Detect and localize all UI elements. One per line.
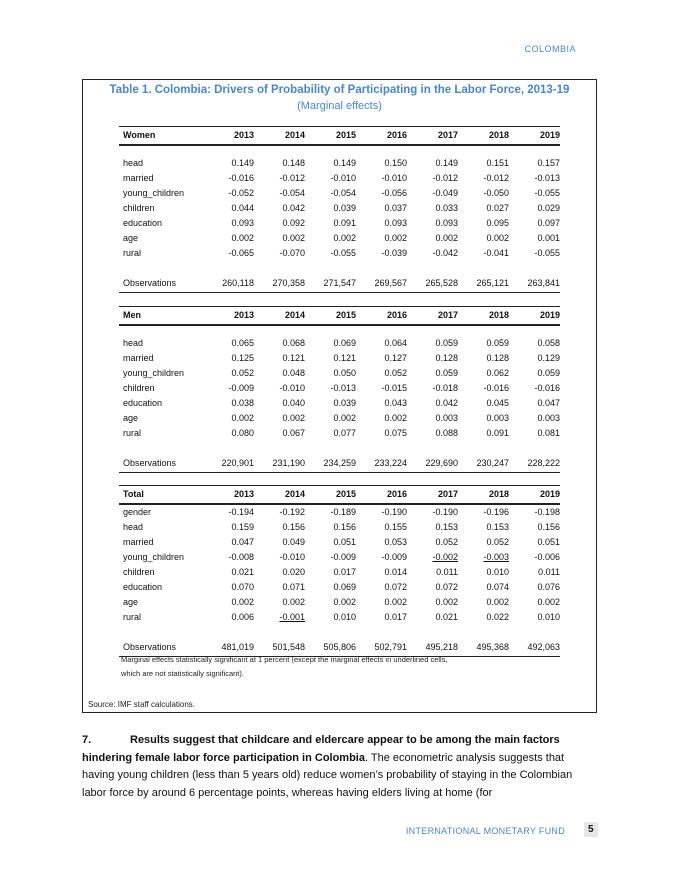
row-label: education — [123, 582, 163, 592]
row-label: young_children — [123, 552, 185, 562]
row-label: rural — [123, 248, 142, 258]
table-cell: 0.051 — [333, 537, 356, 547]
table-cell: -0.013 — [534, 173, 560, 183]
observations-cell: 492,063 — [509, 639, 560, 657]
table-row — [119, 565, 560, 580]
table-cell: -0.016 — [483, 383, 509, 393]
year-header: 2013 — [203, 307, 254, 326]
table-cell: 0.093 — [384, 218, 407, 228]
table-cell: 0.068 — [282, 338, 305, 348]
year-header: 2013 — [203, 127, 254, 146]
table-cell: 0.129 — [537, 353, 560, 363]
table-cell: 0.052 — [435, 537, 458, 547]
table-cell: 0.076 — [537, 582, 560, 592]
paragraph-bold-lead: Results suggest that childcare and eldercare appear to be among the main factors hindering female labor force participation in Colombia — [82, 734, 560, 764]
year-header: 2015 — [305, 127, 356, 146]
table-cell: 0.017 — [333, 567, 356, 577]
year-header: 2017 — [407, 486, 458, 505]
row-label: young_children — [123, 368, 185, 378]
table-row — [119, 381, 560, 396]
table-cell: -0.056 — [381, 188, 407, 198]
table-cell: 0.092 — [282, 218, 305, 228]
observations-cell: 231,190 — [254, 455, 305, 473]
table-row — [119, 216, 560, 231]
table-cell: -0.010 — [279, 383, 305, 393]
table-row — [119, 535, 560, 550]
table-cell: -0.012 — [483, 173, 509, 183]
table-cell: 0.070 — [231, 582, 254, 592]
observations-cell: 228,222 — [509, 455, 560, 473]
table-row — [119, 246, 560, 261]
table-cell: 0.002 — [231, 233, 254, 243]
table-cell: -0.010 — [330, 173, 356, 183]
table-cell: 0.010 — [486, 567, 509, 577]
table-cell: 0.156 — [537, 522, 560, 532]
women-panel — [119, 126, 560, 293]
table-cell: -0.016 — [534, 383, 560, 393]
table-cell: 0.021 — [435, 612, 458, 622]
table-note-line2: which are not statistically significant). — [121, 669, 244, 678]
table-row — [119, 550, 560, 565]
paragraph-number: 7. — [82, 734, 92, 746]
table-cell: 0.125 — [231, 353, 254, 363]
table-cell: 0.075 — [384, 428, 407, 438]
table-cell: 0.006 — [231, 612, 254, 622]
table-row — [119, 156, 560, 171]
table-cell: 0.002 — [282, 413, 305, 423]
table-cell: -0.039 — [381, 248, 407, 258]
table-cell: 0.093 — [231, 218, 254, 228]
table-cell: 0.149 — [333, 158, 356, 168]
table-cell: -0.041 — [483, 248, 509, 258]
table-row — [119, 186, 560, 201]
row-label: children — [123, 383, 155, 393]
paragraph-7 — [82, 732, 597, 802]
row-label: head — [123, 158, 144, 168]
table-cell: 0.151 — [486, 158, 509, 168]
table-cell: 0.069 — [333, 338, 356, 348]
table-row — [119, 411, 560, 426]
table-cell: 0.048 — [282, 368, 305, 378]
table-cell: 0.072 — [435, 582, 458, 592]
table-cell: -0.050 — [483, 188, 509, 198]
table-cell: 0.003 — [486, 413, 509, 423]
table-cell: 0.011 — [436, 567, 458, 577]
table-cell: 0.002 — [537, 597, 560, 607]
table-cell: -0.054 — [330, 188, 356, 198]
table-cell: 0.157 — [537, 158, 560, 168]
table-cell: -0.070 — [279, 248, 305, 258]
table-cell: 0.002 — [384, 597, 407, 607]
row-label: gender — [123, 507, 152, 517]
year-header: 2017 — [407, 127, 458, 146]
table-cell: 0.002 — [384, 413, 407, 423]
table-row — [119, 520, 560, 535]
year-header: 2016 — [356, 486, 407, 505]
table-cell: 0.153 — [486, 522, 509, 532]
table-cell: 0.153 — [435, 522, 458, 532]
table-row — [119, 426, 560, 441]
table-cell: 0.039 — [333, 398, 356, 408]
year-header: 2014 — [254, 127, 305, 146]
table-cell: -0.010 — [279, 552, 305, 562]
table-cell: -0.055 — [330, 248, 356, 258]
observations-cell: 502,791 — [356, 639, 407, 657]
table-cell: -0.009 — [381, 552, 407, 562]
table-cell: 0.149 — [435, 158, 458, 168]
table-cell: 0.002 — [435, 233, 458, 243]
panel-name: Men — [119, 307, 203, 326]
table-cell: 0.020 — [282, 567, 305, 577]
row-label: young_children — [123, 188, 185, 198]
row-label: education — [123, 218, 163, 228]
observations-cell: 220,901 — [203, 455, 254, 473]
table-cell: -0.010 — [381, 173, 407, 183]
table-cell: -0.001 — [279, 612, 305, 622]
table-cell: -0.006 — [534, 552, 560, 562]
row-label: age — [123, 413, 139, 423]
table-cell: 0.072 — [384, 582, 407, 592]
table-subtitle: (Marginal effects) — [297, 100, 382, 112]
row-label: age — [123, 597, 139, 607]
table-cell: 0.022 — [486, 612, 509, 622]
table-note-line1: Marginal effects statistically significant at 1 percent (except the marginal effects in underlined cells, — [121, 655, 448, 664]
table-cell: 0.001 — [537, 233, 560, 243]
table-cell: 0.002 — [231, 413, 254, 423]
table-cell: -0.013 — [330, 383, 356, 393]
table-cell: 0.002 — [333, 233, 356, 243]
year-header: 2016 — [356, 307, 407, 326]
row-label: Observations — [119, 455, 203, 473]
table-cell: -0.008 — [228, 552, 254, 562]
table-cell: 0.038 — [231, 398, 254, 408]
table-cell: 0.002 — [333, 597, 356, 607]
table-cell: 0.052 — [384, 368, 407, 378]
observations-cell: 230,247 — [458, 455, 509, 473]
page-number: 5 — [584, 822, 598, 837]
year-header: 2014 — [254, 486, 305, 505]
table-cell: 0.156 — [333, 522, 356, 532]
table-cell: -0.055 — [534, 188, 560, 198]
table-cell: 0.002 — [333, 413, 356, 423]
observations-cell: 260,118 — [203, 275, 254, 293]
table-cell: 0.069 — [333, 582, 356, 592]
row-label: head — [123, 522, 144, 532]
observations-cell: 501,548 — [254, 639, 305, 657]
panel-header-row — [119, 127, 560, 146]
table-cell: -0.054 — [279, 188, 305, 198]
table-cell: 0.148 — [282, 158, 305, 168]
table-cell: 0.127 — [384, 353, 407, 363]
table-cell: 0.093 — [435, 218, 458, 228]
table-cell: 0.040 — [282, 398, 305, 408]
table-cell: 0.039 — [333, 203, 356, 213]
running-header-country: COLOMBIA — [524, 44, 576, 54]
table-cell: -0.198 — [534, 507, 560, 517]
row-label: rural — [123, 612, 142, 622]
row-label: head — [123, 338, 144, 348]
table-row — [119, 351, 560, 366]
table-cell: 0.150 — [384, 158, 407, 168]
table-cell: 0.058 — [537, 338, 560, 348]
observations-row — [119, 455, 560, 473]
year-header: 2019 — [509, 307, 560, 326]
table-row — [119, 171, 560, 186]
table-cell: -0.052 — [228, 188, 254, 198]
year-header: 2019 — [509, 127, 560, 146]
table-cell: 0.014 — [384, 567, 407, 577]
table-cell: 0.003 — [435, 413, 458, 423]
table-cell: 0.159 — [231, 522, 254, 532]
observations-cell: 233,224 — [356, 455, 407, 473]
table-cell: 0.077 — [333, 428, 356, 438]
table-row — [119, 580, 560, 595]
table-source: Source: IMF staff calculations. — [88, 700, 196, 709]
table-cell: 0.042 — [435, 398, 458, 408]
observations-cell: 229,690 — [407, 455, 458, 473]
observations-cell: 234,259 — [305, 455, 356, 473]
table-cell: 0.033 — [435, 203, 458, 213]
observations-cell: 481,019 — [203, 639, 254, 657]
table-cell: -0.012 — [432, 173, 458, 183]
observations-cell: 263,841 — [509, 275, 560, 293]
table-cell: 0.053 — [384, 537, 407, 547]
table-cell: 0.080 — [231, 428, 254, 438]
table-cell: -0.012 — [279, 173, 305, 183]
table-cell: 0.067 — [282, 428, 305, 438]
table-cell: -0.055 — [534, 248, 560, 258]
table-cell: 0.011 — [538, 567, 560, 577]
table-cell: 0.037 — [384, 203, 407, 213]
row-label: education — [123, 398, 163, 408]
year-header: 2015 — [305, 307, 356, 326]
table-cell: -0.009 — [330, 552, 356, 562]
table-cell: 0.097 — [537, 218, 560, 228]
table-cell: 0.047 — [537, 398, 560, 408]
table-cell: 0.062 — [486, 368, 509, 378]
year-header: 2016 — [356, 127, 407, 146]
table-cell: 0.052 — [486, 537, 509, 547]
table-row — [119, 610, 560, 625]
table-row — [119, 504, 560, 520]
table-cell: -0.189 — [330, 507, 356, 517]
year-header: 2014 — [254, 307, 305, 326]
table-cell: 0.002 — [282, 233, 305, 243]
year-header: 2013 — [203, 486, 254, 505]
table-cell: 0.128 — [435, 353, 458, 363]
table-cell: -0.002 — [432, 552, 458, 562]
table-cell: -0.190 — [432, 507, 458, 517]
row-label: children — [123, 203, 155, 213]
table-cell: 0.045 — [486, 398, 509, 408]
table-cell: 0.002 — [231, 597, 254, 607]
row-label: married — [123, 173, 154, 183]
table-row — [119, 366, 560, 381]
year-header: 2015 — [305, 486, 356, 505]
table-cell: 0.128 — [486, 353, 509, 363]
table-cell: 0.003 — [537, 413, 560, 423]
table-row — [119, 396, 560, 411]
table-cell: 0.074 — [486, 582, 509, 592]
year-header: 2017 — [407, 307, 458, 326]
table-row — [119, 595, 560, 610]
table-cell: -0.049 — [432, 188, 458, 198]
table-cell: -0.003 — [483, 552, 509, 562]
table-cell: 0.121 — [333, 353, 356, 363]
table-cell: 0.042 — [282, 203, 305, 213]
table-cell: -0.018 — [432, 383, 458, 393]
table-cell: 0.027 — [486, 203, 509, 213]
observations-cell: 270,358 — [254, 275, 305, 293]
row-label: married — [123, 353, 154, 363]
table-cell: -0.042 — [432, 248, 458, 258]
table-cell: 0.010 — [537, 612, 560, 622]
row-label: Observations — [119, 639, 203, 657]
table-cell: 0.088 — [435, 428, 458, 438]
table-cell: 0.051 — [537, 537, 560, 547]
table-cell: 0.002 — [384, 233, 407, 243]
table-cell: 0.021 — [231, 567, 254, 577]
table-box — [82, 79, 597, 713]
table-cell: 0.155 — [384, 522, 407, 532]
table-cell: -0.192 — [279, 507, 305, 517]
table-cell: 0.059 — [435, 368, 458, 378]
observations-row — [119, 275, 560, 293]
table-cell: 0.064 — [384, 338, 407, 348]
table-row — [119, 336, 560, 351]
row-label: rural — [123, 428, 142, 438]
panel-name: Women — [119, 127, 203, 146]
table-cell: 0.017 — [384, 612, 407, 622]
table-cell: 0.010 — [333, 612, 356, 622]
row-label: age — [123, 233, 139, 243]
table-cell: 0.059 — [537, 368, 560, 378]
total-panel — [119, 485, 560, 657]
table-cell: 0.002 — [486, 597, 509, 607]
row-label: children — [123, 567, 155, 577]
table-cell: -0.196 — [483, 507, 509, 517]
panel-header-row — [119, 486, 560, 505]
table-cell: 0.091 — [486, 428, 509, 438]
table-cell: -0.016 — [228, 173, 254, 183]
table-row — [119, 201, 560, 216]
table-cell: 0.156 — [282, 522, 305, 532]
paragraph-body: . The econometric analysis suggests that having young children (less than 5 years old) reduce women’s probability of staying in the Colombian labor force by around 6 percentage points, whereas having elders living at home (for — [82, 751, 573, 799]
table-title: Table 1. Colombia: Drivers of Probability of Participating in the Labor Force, 2013-19 — [109, 84, 570, 96]
observations-cell: 265,528 — [407, 275, 458, 293]
observations-cell: 271,547 — [305, 275, 356, 293]
observations-cell: 495,368 — [458, 639, 509, 657]
table-cell: 0.065 — [231, 338, 254, 348]
panel-header-row — [119, 307, 560, 326]
table-cell: 0.059 — [486, 338, 509, 348]
year-header: 2018 — [458, 307, 509, 326]
observations-cell: 505,806 — [305, 639, 356, 657]
table-cell: 0.059 — [435, 338, 458, 348]
row-label: Observations — [119, 275, 203, 293]
table-cell: 0.002 — [486, 233, 509, 243]
table-cell: -0.009 — [228, 383, 254, 393]
table-cell: 0.050 — [333, 368, 356, 378]
year-header: 2019 — [509, 486, 560, 505]
footer-org: INTERNATIONAL MONETARY FUND — [405, 826, 565, 836]
table-cell: 0.043 — [384, 398, 407, 408]
observations-cell: 495,218 — [407, 639, 458, 657]
observations-cell: 265,121 — [458, 275, 509, 293]
table-cell: 0.044 — [231, 203, 254, 213]
table-cell: -0.194 — [228, 507, 254, 517]
table-cell: -0.190 — [381, 507, 407, 517]
observations-cell: 269,567 — [356, 275, 407, 293]
table-cell: 0.081 — [537, 428, 560, 438]
table-cell: 0.002 — [282, 597, 305, 607]
row-label: married — [123, 537, 154, 547]
table-cell: 0.029 — [537, 203, 560, 213]
table-cell: 0.095 — [486, 218, 509, 228]
table-cell: 0.121 — [282, 353, 305, 363]
year-header: 2018 — [458, 486, 509, 505]
table-cell: 0.002 — [435, 597, 458, 607]
table-cell: 0.052 — [231, 368, 254, 378]
table-cell: 0.047 — [231, 537, 254, 547]
table-cell: -0.015 — [381, 383, 407, 393]
table-cell: 0.091 — [333, 218, 356, 228]
panel-name: Total — [119, 486, 203, 505]
table-cell: 0.071 — [282, 582, 305, 592]
table-row — [119, 231, 560, 246]
table-cell: 0.049 — [282, 537, 305, 547]
table-cell: 0.149 — [231, 158, 254, 168]
men-panel — [119, 306, 560, 473]
table-cell: -0.065 — [228, 248, 254, 258]
year-header: 2018 — [458, 127, 509, 146]
